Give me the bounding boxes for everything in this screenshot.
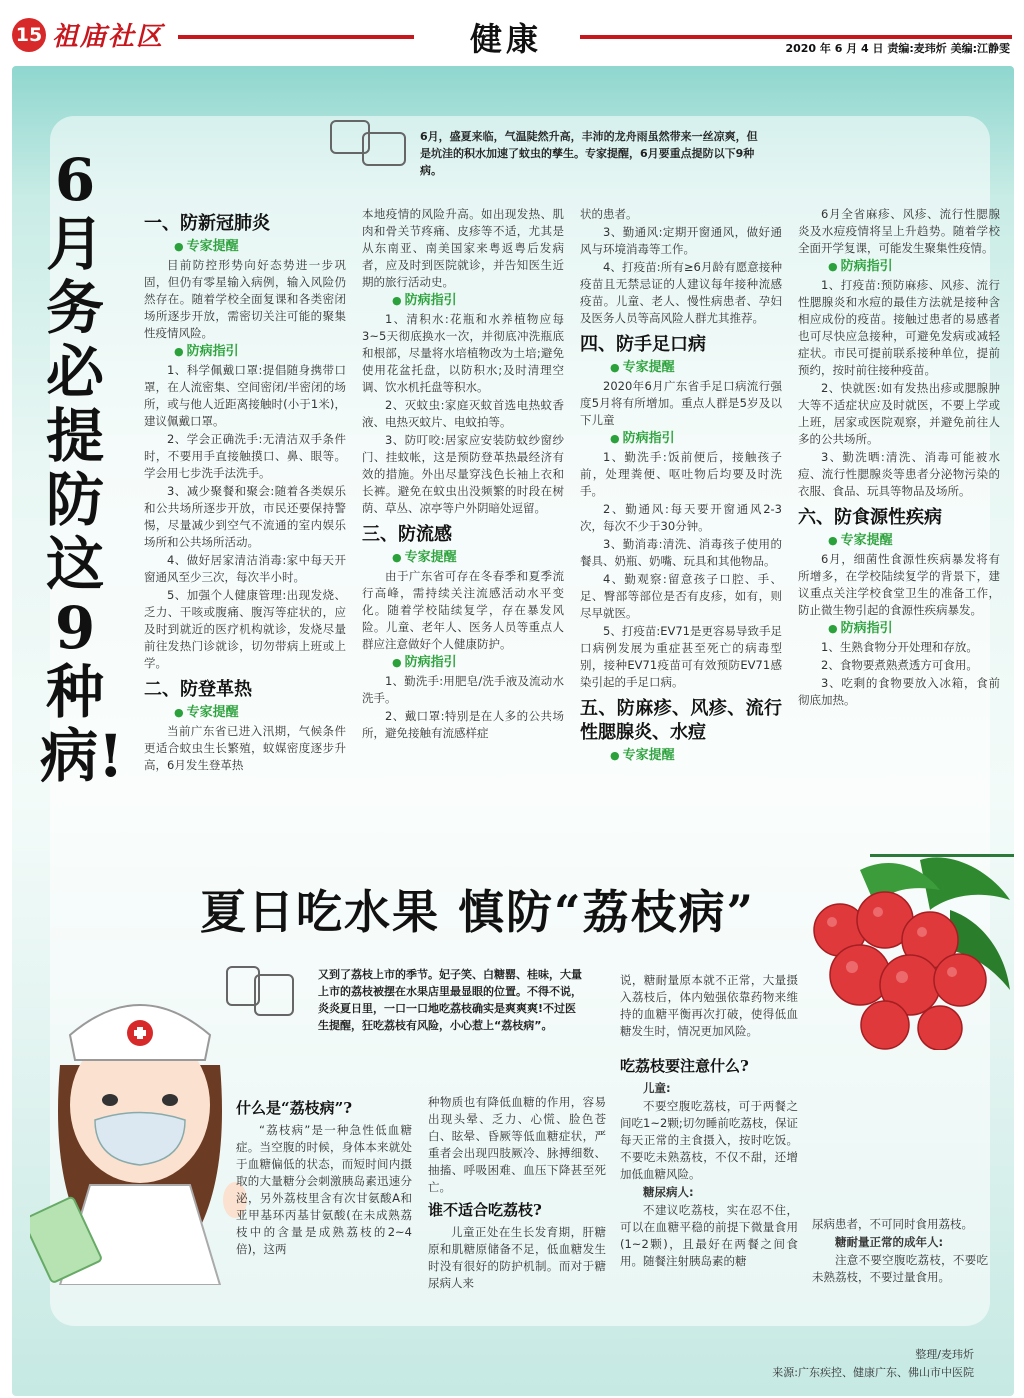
heading-food: 六、防食源性疾病: [798, 507, 942, 528]
paragraph: 说，糖耐量原本就不正常，大量摄入荔枝后，体内勉强依靠药物来维持的血糖平衡再次打破，使得低血糖发生时，情况更加风险。: [620, 973, 798, 1038]
paragraph: 2020年6月广东省手足口病流行强度5月将有所增加。重点人群是5岁及以下儿童: [580, 379, 782, 427]
paragraph: 3、勤洗晒:清洗、消毒可能被水痘、流行性腮腺炎等患者分泌物污染的衣服、食品、玩具等物品及场所。: [798, 450, 1000, 498]
paragraph: 2、食物要煮熟煮透方可食用。: [821, 658, 978, 672]
paragraph: 1、勤洗手:用肥皂/洗手液及流动水洗手。: [362, 674, 564, 705]
paragraph: 4、打疫苗:所有≥6月龄有愿意接种疫苗且无禁忌证的人建议每年接种流感疫苗。儿童、老人、慢性病患者、孕妇及医务人员等高风险人群尤其推荐。: [580, 260, 782, 325]
paragraph: 不要空腹吃荔枝，可于两餐之间吃1~2颗;切勿睡前吃荔枝，保证每天正常的主食摄入，按时吃饭。不要吃未熟荔枝，不仅不甜，还增加低血糖风险。: [620, 1099, 798, 1181]
paragraph: 1、打疫苗:预防麻疹、风疹、流行性腮腺炎和水痘的最佳方法就是接种含相应成份的疫苗。接触过患者的易感者也可尽快应急接种，可避免发病或减轻症状。市民可提前联系接种单位，提前预约，按时前往接种疫苗。: [798, 278, 1000, 377]
article1-title: 6月务必提防这9种病!: [40, 146, 124, 790]
guide-tag: ● 防病指引: [174, 343, 346, 361]
article2-column-4: [812, 1216, 988, 1287]
paragraph: 5、加强个人健康管理:出现发烧、乏力、干咳或腹痛、腹泻等症状的，应及时到就近的医疗机构就诊，发烧尽量前往发热门诊就诊，切勿带病上班或上学。: [144, 588, 346, 670]
paragraph: 尿病患者，不可同时食用荔枝。: [812, 1217, 973, 1231]
article2-title: 夏日吃水果 慎防“荔枝病”: [200, 885, 755, 939]
article2-column-3: [620, 972, 798, 1271]
article1-column-4: [798, 206, 1000, 710]
paragraph: 3、勤通风:定期开窗通风，做好通风与环境消毒等工作。: [580, 225, 782, 256]
guide-tag: ● 防病指引: [392, 654, 564, 672]
paragraph: 5、打疫苗:EV71是更容易导致手足口病例发展为重症甚至死亡的病毒型别，接种EV71疫苗可有效预防EV71感染引起的手足口病。: [580, 624, 782, 689]
subheading: 糖耐量正常的成年人:: [835, 1235, 944, 1249]
header-rule-left: [178, 35, 414, 39]
article1-column-1: [144, 206, 346, 775]
paragraph: 2、勤通风:每天要开窗通风2-3次，每次不少于30分钟。: [580, 502, 782, 533]
paragraph: 由于广东省可存在冬春季和夏季流行高峰，需持续关注流感活动水平变化。随着学校陆续复学，存在暴发风险。儿童、老年人、医务人员等重点人群应注意做好个人健康防护。: [362, 569, 564, 651]
expert-tag: ● 专家提醒: [174, 704, 346, 722]
heading-what: 什么是“荔枝病”?: [236, 1099, 353, 1117]
speech-bubble-icon: [362, 132, 406, 166]
expert-tag: ● 专家提醒: [392, 549, 564, 567]
paragraph: 不建议吃荔枝，实在忍不住，可以在血糖平稳的前提下微量食用(1~2颗)，且最好在两餐之间食用。随餐注射胰岛素的糖: [620, 1203, 798, 1268]
heading-hfmd: 四、防手足口病: [580, 334, 706, 355]
heading-flu: 三、防流感: [362, 524, 452, 545]
heading-measles: 五、防麻疹、风疹、流行性腮腺炎、水痘: [580, 698, 782, 743]
paragraph: 6月，细菌性食源性疾病暴发将有所增多，在学校陆续复学的背景下，建议重点关注学校食堂卫生的准备工作，防止微生物引起的食源性疾病暴发。: [798, 552, 1000, 617]
expert-tag: ● 专家提醒: [610, 747, 782, 765]
paragraph: 2、快就医:如有发热出疹或腮腺肿大等不适症状应及时就医，不要上学或上班，居家或医院观察，并避免前往人多的公共场所。: [798, 381, 1000, 446]
guide-tag: ● 防病指引: [610, 430, 782, 448]
paragraph: 3、减少聚餐和聚会:随着各类娱乐和公共场所逐步开放，市民还要保持警惕，尽量减少到空气不流通的室内娱乐场所和公共场所活动。: [144, 484, 346, 549]
page-header: [0, 0, 1024, 62]
article2-column-2: [428, 1094, 606, 1293]
heading-covid: 一、防新冠肺炎: [144, 213, 270, 234]
paragraph: 2、学会正确洗手:无清洁双手条件时，不要用手直接触摸口、鼻、眼等。学会用七步洗手法洗手。: [144, 432, 346, 480]
paragraph: 4、勤观察:留意孩子口腔、手、足、臀部等部位是否有皮疹，如有，则尽早就医。: [580, 572, 782, 620]
paragraph: 当前广东省已进入汛期，气候条件更适合蚊虫生长繁殖，蚊媒密度逐步升高，6月发生登革热: [144, 724, 346, 772]
paragraph: 种物质也有降低血糖的作用，容易出现头晕、乏力、心慌、脸色苍白、眩晕、昏厥等低血糖症状，严重者会出现四肢厥冷、脉搏细数、抽搐、呼吸困难、血压下降甚至死亡。: [428, 1095, 606, 1194]
brand-logo: 祖庙社区: [52, 22, 165, 52]
subheading: 糖尿病人:: [643, 1185, 694, 1199]
heading-who: 谁不适合吃荔枝?: [428, 1201, 542, 1219]
credit-source: 来源:广东疾控、健康广东、佛山市中医院: [772, 1366, 974, 1379]
expert-tag: ● 专家提醒: [174, 238, 346, 256]
issue-meta: 2020 年 6 月 4 日 责编:麦玮炘 美编:江静雯: [785, 42, 1010, 55]
paragraph: 1、清积水:花瓶和水养植物应每3~5天彻底换水一次，并彻底冲洗瓶底和根部，尽量将水培植物改为土培;避免使用花盆托盘，以防积水;及时清理空调、饮水机托盘等积水。: [362, 312, 564, 394]
section-title: 健康: [470, 20, 543, 58]
paragraph: 目前防控形势向好态势进一步巩固，但仍有零星输入病例，输入风险仍然存在。随着学校全面复课和各类密闭场所逐步开放，需密切关注可能的聚集性疫情风险。: [144, 258, 346, 340]
credit-editor: 整理/麦玮炘: [915, 1348, 974, 1361]
paragraph: 3、勤消毒:清洗、消毒孩子使用的餐具、奶瓶、奶嘴、玩具和其他物品。: [580, 537, 782, 568]
page-number: 15: [12, 18, 46, 52]
paragraph: 1、科学佩戴口罩:提倡随身携带口罩，在人流密集、空间密闭/半密闭的场所，或与他人近距离接触时(小于1米)，建议佩戴口罩。: [144, 363, 346, 428]
lychee-illustration: [800, 850, 1020, 1050]
paragraph: 1、生熟食物分开处理和存放。: [821, 640, 978, 654]
guide-tag: ● 防病指引: [392, 292, 564, 310]
paragraph: 儿童正处在生长发育期，肝糖原和肌糖原储备不足，低血糖发生时没有很好的防护机制。而对于糖尿病人来: [428, 1225, 606, 1290]
header-rule-right: [580, 35, 1012, 39]
paragraph: 2、戴口罩:特别是在人多的公共场所，避免接触有流感样症: [362, 709, 564, 740]
speech-bubble-icon: [254, 974, 294, 1016]
paragraph: 3、防叮咬:居家应安装防蚊纱窗纱门、挂蚊帐，这是预防登革热最经济有效的措施。外出尽量穿浅色长袖上衣和长裤。避免在蚊虫出没频繁的时段在树荫、草丛、凉亭等户外阴暗处逗留。: [362, 433, 564, 515]
paragraph: “荔枝病”是一种急性低血糖症。当空腹的时候，身体本来就处于血糖偏低的状态，而短时间内摄取的大量糖分会刺激胰岛素迅速分泌，另外荔枝里含有次甘氨酸A和亚甲基环丙基甘氨酸(在未成熟荔枝中的含量是成熟荔枝的2~4倍)，这两: [236, 1123, 412, 1256]
heading-note: 吃荔枝要注意什么?: [620, 1057, 749, 1075]
paragraph: 2、灭蚊虫:家庭灭蚊首选电热蚊香液、电热灭蚊片、电蚊拍等。: [362, 398, 564, 429]
paragraph: 3、吃剩的食物要放入冰箱，食前彻底加热。: [798, 676, 1000, 707]
paragraph: 注意不要空腹吃荔枝，不要吃未熟荔枝，不要过量食用。: [812, 1253, 988, 1284]
paragraph: 状的患者。: [580, 207, 638, 221]
nurse-illustration: [30, 985, 250, 1285]
paragraph: 1、勤洗手:饭前便后，接触孩子前，处理粪便、呕吐物后均要及时洗手。: [580, 450, 782, 498]
paragraph: 6月全省麻疹、风疹、流行性腮腺炎及水痘疫情将呈上升趋势。随着学校全面开学复课，可能发生聚集性疫情。: [798, 207, 1000, 255]
guide-tag: ● 防病指引: [828, 620, 1000, 638]
expert-tag: ● 专家提醒: [610, 359, 782, 377]
article2-column-1: [236, 1094, 412, 1259]
article2-intro: 又到了荔枝上市的季节。妃子笑、白糖罂、桂味，大量上市的荔枝被摆在水果店里最显眼的位置。不得不说，炎炎夏日里，一口一口地吃荔枝确实是爽爽爽!不过医生提醒，狂吃荔枝有风险，小心惹上“荔枝病”。: [318, 968, 582, 1032]
article1-column-2: [362, 206, 564, 743]
paragraph: 4、做好居家清洁消毒:家中每天开窗通风至少三次，每次半小时。: [144, 553, 346, 584]
subheading: 儿童:: [643, 1081, 671, 1095]
expert-tag: ● 专家提醒: [828, 532, 1000, 550]
article1-intro: 6月，盛夏来临，气温陡然升高，丰沛的龙舟雨虽然带来一丝凉爽，但是坑洼的积水加速了蚊虫的孳生。专家提醒，6月要重点提防以下9种病。: [420, 130, 758, 177]
article1-column-3: [580, 206, 782, 766]
heading-dengue: 二、防登革热: [144, 679, 252, 700]
paragraph: 本地疫情的风险升高。如出现发热、肌肉和骨关节疼痛、皮疹等不适，尤其是从东南亚、南美国家来粤返粤后发病者，应及时到医院就诊，并告知医生近期的旅行活动史。: [362, 207, 564, 289]
guide-tag: ● 防病指引: [828, 258, 1000, 276]
